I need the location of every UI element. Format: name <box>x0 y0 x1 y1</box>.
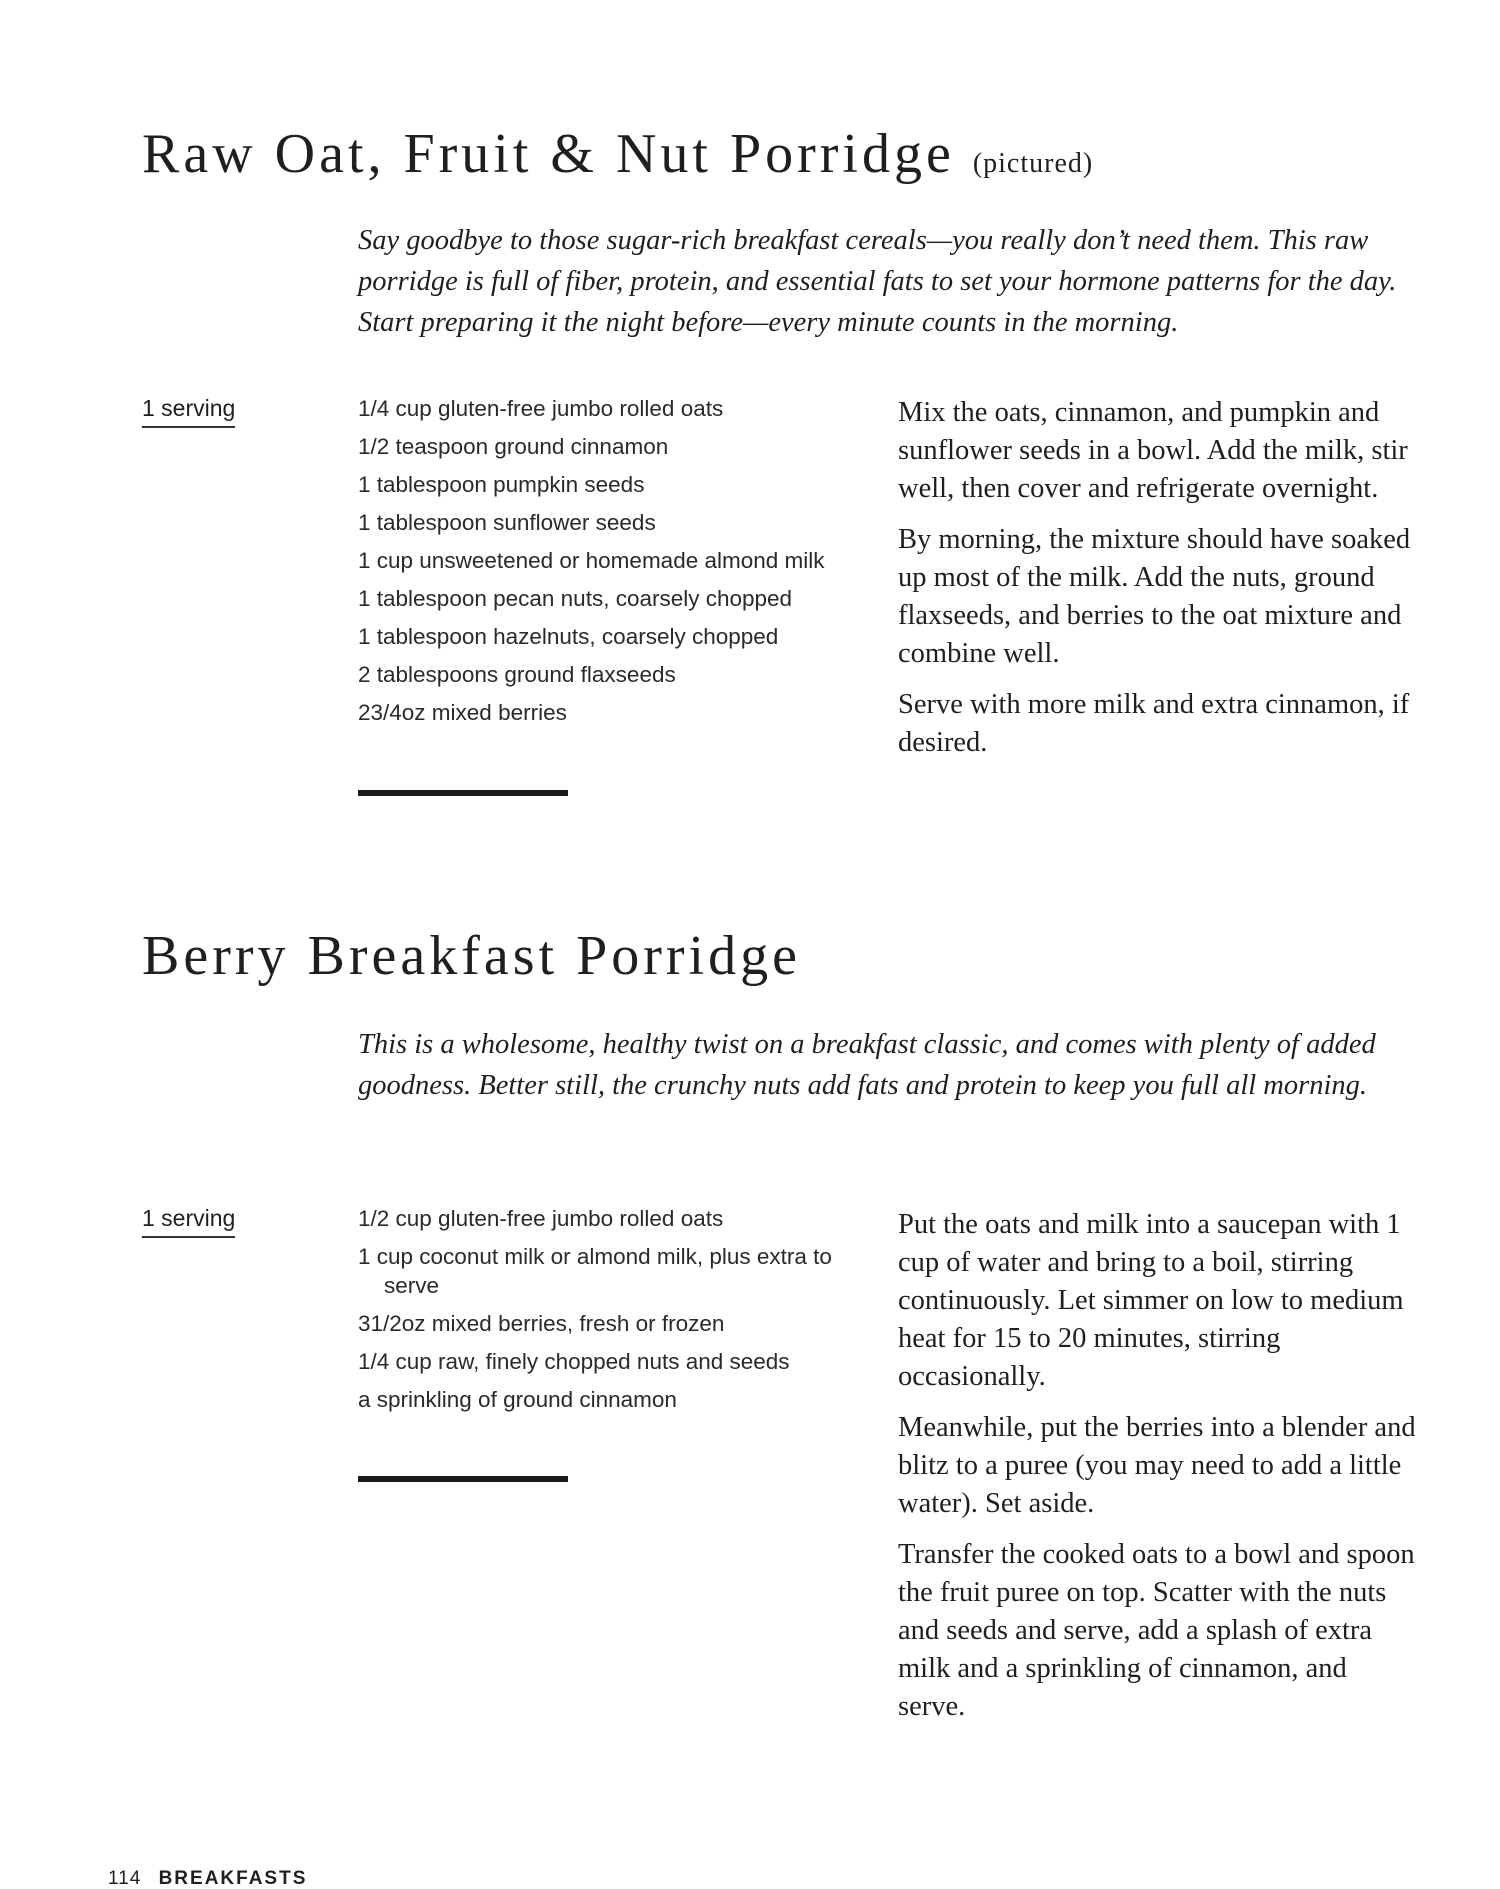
recipe-intro: This is a wholesome, healthy twist on a breakfast classic, and comes with plenty of added goodness. Better still, the crunchy nuts add fats and protein to keep you full all morning. <box>358 1029 1376 1101</box>
ingredient-item: a sprinkling of ground cinnamon <box>358 1387 677 1412</box>
method-step: Mix the oats, cinnamon, and pumpkin and sunflower seeds in a bowl. Add the milk, stir well, then cover and refrigerate overnight. <box>898 397 1408 504</box>
ingredient-item: 1 tablespoon sunflower seeds <box>358 510 656 535</box>
method-steps <box>898 1206 1418 1739</box>
section-divider <box>358 1476 568 1482</box>
ingredient-item: 1 cup coconut milk or almond milk, plus extra to serve <box>358 1244 832 1298</box>
method-steps <box>898 394 1418 775</box>
ingredient-item: 23/4oz mixed berries <box>358 700 567 725</box>
ingredient-item: 1 cup unsweetened or homemade almond milk <box>358 548 825 573</box>
ingredient-item: 1 tablespoon hazelnuts, coarsely chopped <box>358 624 779 649</box>
recipe-title-text: Raw Oat, Fruit & Nut Porridge <box>142 123 955 185</box>
ingredient-item: 1/2 teaspoon ground cinnamon <box>358 434 669 459</box>
recipe-intro: Say goodbye to those sugar-rich breakfast cereals—you really don’t need them. This raw porridge is full of fiber, protein, and essential fats to set your hormone patterns for the day. Start preparing it the night before—every minute counts in the morning. <box>358 225 1397 338</box>
ingredient-item: 1/4 cup raw, finely chopped nuts and seeds <box>358 1349 790 1374</box>
section-divider <box>358 790 568 796</box>
ingredient-item: 31/2oz mixed berries, fresh or frozen <box>358 1311 725 1336</box>
ingredient-item: 1/2 cup gluten-free jumbo rolled oats <box>358 1206 724 1231</box>
method-step: Serve with more milk and extra cinnamon, if desired. <box>898 689 1410 758</box>
ingredient-item: 1 tablespoon pecan nuts, coarsely chopped <box>358 586 793 611</box>
ingredient-item: 1/4 cup gluten-free jumbo rolled oats <box>358 396 724 421</box>
serving-size: 1 serving <box>142 393 235 428</box>
ingredient-list <box>358 1204 878 1423</box>
method-step: By morning, the mixture should have soaked up most of the milk. Add the nuts, ground flaxseeds, and berries to the oat mixture and combine well. <box>898 524 1411 669</box>
ingredient-item: 1 tablespoon pumpkin seeds <box>358 472 645 497</box>
serving-size: 1 serving <box>142 1203 235 1238</box>
page-number: 114 <box>108 1868 142 1889</box>
ingredient-item: 2 tablespoons ground flaxseeds <box>358 662 676 687</box>
method-step: Transfer the cooked oats to a bowl and spoon the fruit puree on top. Scatter with the nuts and seeds and serve, add a splash of extra milk and a sprinkling of cinnamon, and serve. <box>898 1539 1415 1722</box>
recipe-title-suffix: (pictured) <box>972 148 1094 179</box>
ingredient-list <box>358 394 878 736</box>
recipe-title-text: Berry Breakfast Porridge <box>142 925 801 987</box>
method-step: Meanwhile, put the berries into a blender and blitz to a puree (you may need to add a little water). Set aside. <box>898 1412 1416 1519</box>
recipe-title <box>142 925 801 987</box>
section-name: BREAKFASTS <box>158 1868 308 1889</box>
method-step: Put the oats and milk into a saucepan with 1 cup of water and bring to a boil, stirring continuously. Let simmer on low to medium heat for 15 to 20 minutes, stirring occasionally. <box>898 1209 1404 1392</box>
page-footer <box>108 1869 307 1888</box>
recipe-title <box>142 123 1094 185</box>
